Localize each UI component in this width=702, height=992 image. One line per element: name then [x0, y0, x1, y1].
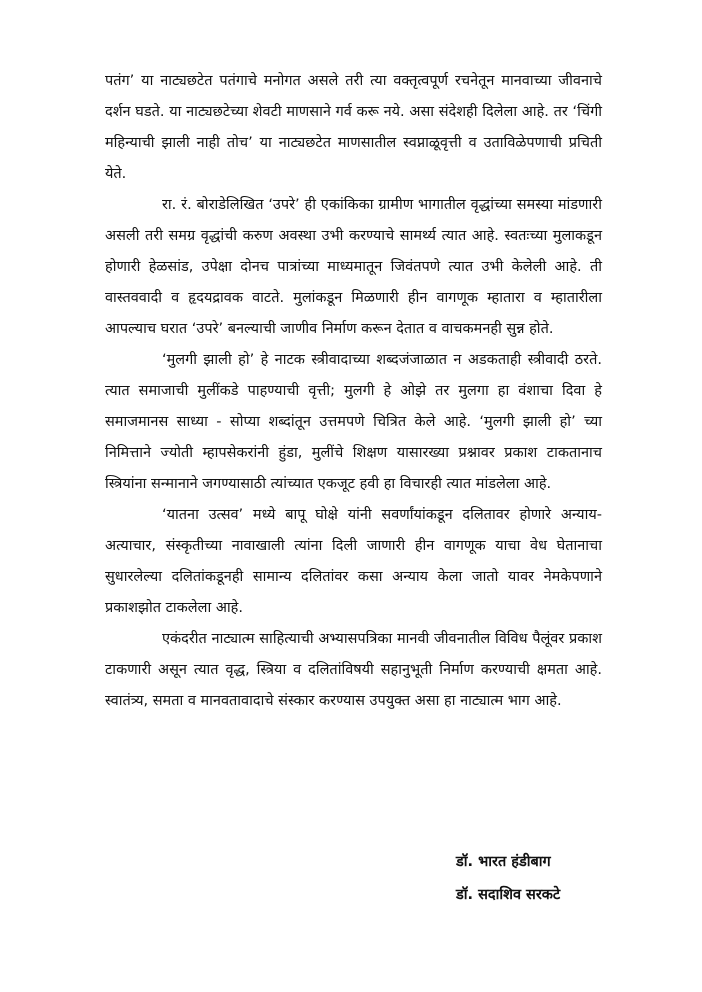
signature-bharat-handibag: डॉ. भारत हंडीबाग: [456, 854, 551, 870]
paragraph-patang: पतंग’ या नाट्यछटेत पतंगाचे मनोगत असले तरी त्या वक्तृत्वपूर्ण रचनेतून मानवाच्या जीवनाचे दर्शन घडते. या नाट्यछटेच्या शेवटी माणसाने गर्व करू नये. असा संदेशही दिलेला आहे. तर ‘चिंगी महिन्याची झाली नाही तोच’ या नाट्यछटेत माणसातील स्वप्नाळूवृत्ती व उताविळेपणाची प्रचिती येते.: [105, 73, 602, 182]
paragraph-conclusion: एकंदरीत नाट्यात्म साहित्याची अभ्यासपत्रिका मानवी जीवनातील विविध पैलूंवर प्रकाश टाकणारी असून त्यात वृद्ध, स्त्रिया व दलितांविषयी सहानुभूती निर्माण करण्याची क्षमता आहे. स्वातंत्र्य, समता व मानवतावादाचे संस्कार करण्यास उपयुक्त असा हा नाट्यात्म भाग आहे.: [105, 631, 602, 709]
paragraph-yatana-utsav: ‘यातना उत्सव’ मध्ये बापू घोक्षे यांनी सवर्णांयांकडून दलितावर होणारे अन्याय-अत्याचार, संस्कृतीच्या नावाखाली त्यांना दिली जाणारी हीन वागणूक याचा वेध घेतानाचा सुधारलेल्या दलितांकडूनही सामान्य दलितांवर कसा अन्याय केला जातो यावर नेमकेपणाने प्रकाशझोत टाकलेला आहे.: [105, 507, 602, 616]
signature-sadashiv-sarkate: डॉ. सदाशिव सरकटे: [456, 887, 561, 903]
paragraph-upare: रा. रं. बोराडेलिखित ‘उपरे’ ही एकांकिका ग्रामीण भागातील वृद्धांच्या समस्या मांडणारी असली तरी समग्र वृद्धांची करुण अवस्था उभी करण्याचे सामर्थ्य त्यात आहे. स्वतःच्या मुलाकडून होणारी हेळसांड, उपेक्षा दोनच पात्रांच्या माध्यमातून जिवंतपणे त्यात उभी केलेली आहे. ती वास्तववादी व हृदयद्रावक वाटते. मुलांकडून मिळणारी हीन वागणूक म्हातारा व म्हातारीला आपल्याच घरात ‘उपरे’ बनल्याची जाणीव निर्माण करून देतात व वाचकमनही सुन्न होते.: [105, 197, 602, 337]
signature-block: [456, 846, 656, 912]
paragraph-mulgi-jhali-ho: ‘मुलगी झाली हो’ हे नाटक स्त्रीवादाच्या शब्दजंजाळात न अडकताही स्त्रीवादी ठरते. त्यात समाजाची मुलींकडे पाहण्याची वृत्ती; मुलगी हे ओझे तर मुलगा हा वंशाचा दिवा हे समाजमानस साध्या - सोप्या शब्दांतून उत्तमपणे चित्रित केले आहे. ‘मुलगी झाली हो’ च्या निमित्ताने ज्योती म्हापसेकरांनी हुंडा, मुलींचे शिक्षण यासारख्या प्रश्नावर प्रकाश टाकतानाच स्त्रियांना सन्मानाने जगण्यासाठी त्यांच्यात एकजूट हवी हा विचारही त्यात मांडलेला आहे.: [105, 352, 602, 492]
document-body: [105, 66, 602, 717]
